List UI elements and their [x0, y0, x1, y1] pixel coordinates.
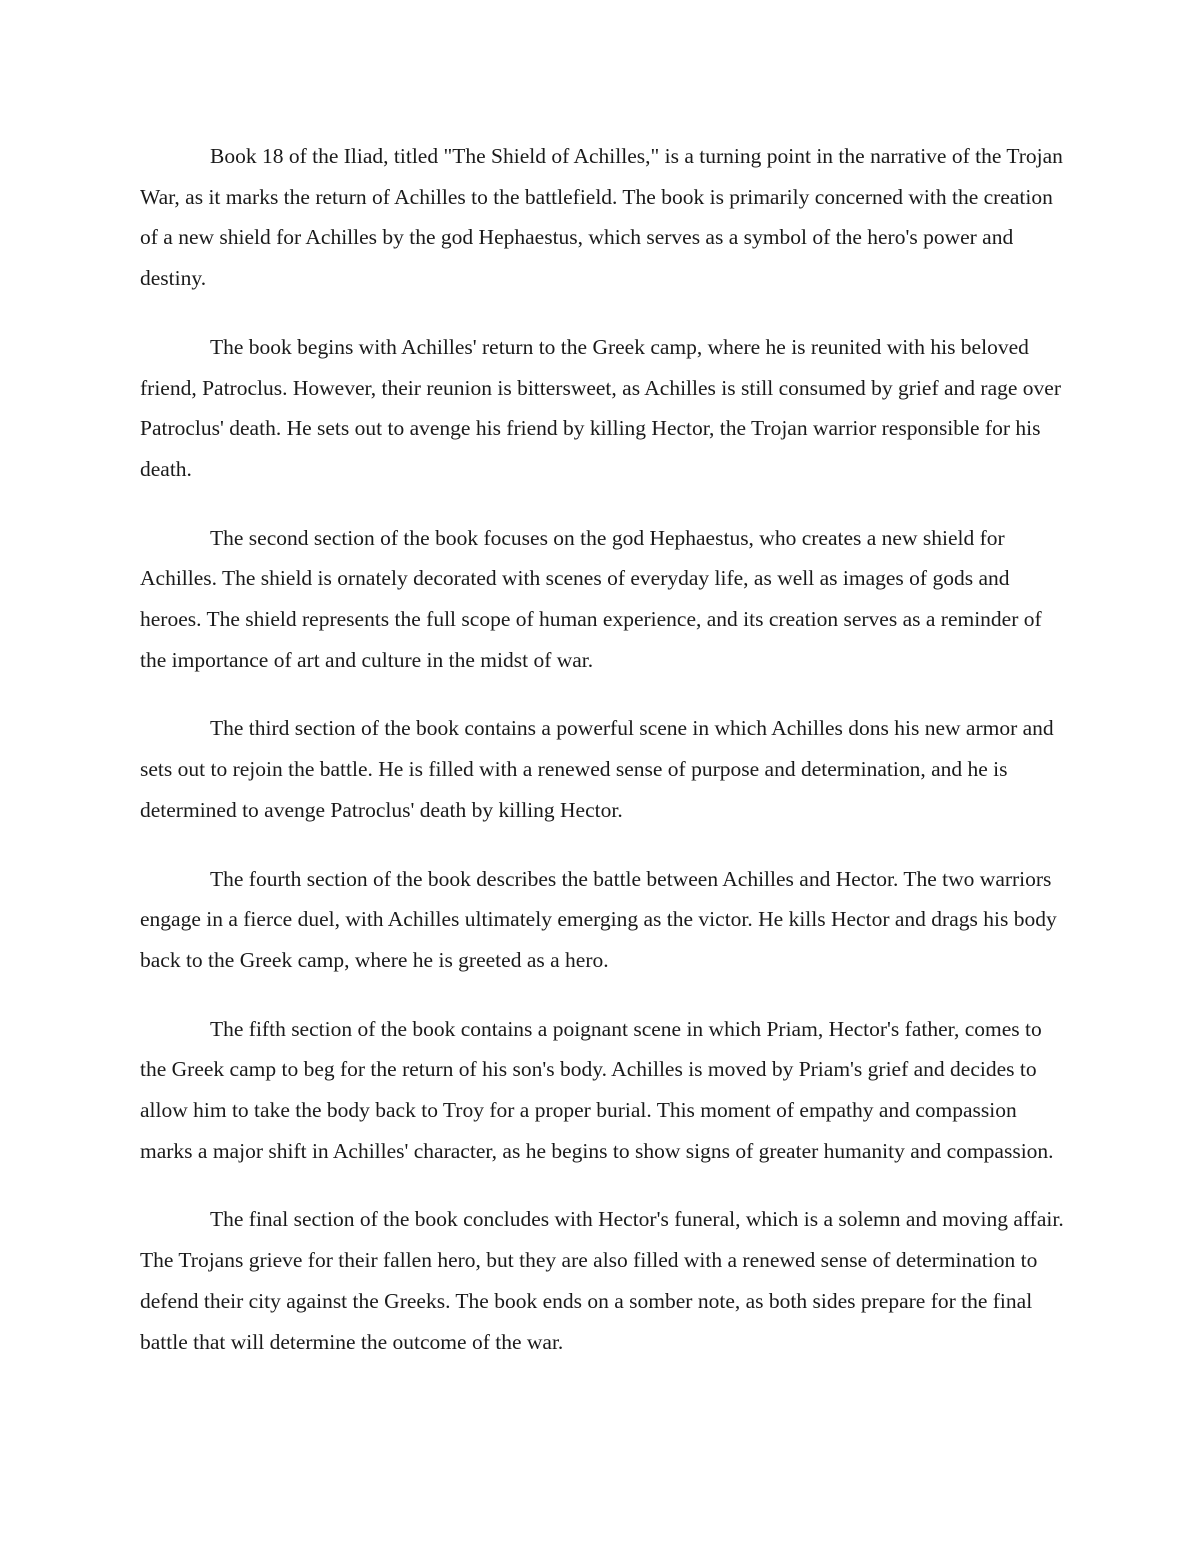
paragraph-fifth-section: The fifth section of the book contains a poignant scene in which Priam, Hector's father, comes to the Greek camp to beg for the return of his son's body. Achilles is moved by Priam's grief and decides to allow him to take the body back to Troy for a proper burial. This moment of empathy and compassion marks a major shift in Achilles' character, as he begins to show signs of greater humanity and compassion.: [140, 1016, 1054, 1163]
document-body: [140, 136, 1065, 1390]
paragraph-intro: Book 18 of the Iliad, titled "The Shield of Achilles," is a turning point in the narrative of the Trojan War, as it marks the return of Achilles to the battlefield. The book is primarily concerned with the creation of a new shield for Achilles by the god Hephaestus, which serves as a symbol of the hero's power and destiny.: [140, 144, 1063, 291]
paragraph-third-section: The third section of the book contains a powerful scene in which Achilles dons his new armor and sets out to rejoin the battle. He is filled with a renewed sense of purpose and determination, and he is determined to avenge Patroclus' death by killing Hector.: [140, 716, 1054, 822]
paragraph-fourth-section: The fourth section of the book describes the battle between Achilles and Hector. The two warriors engage in a fierce duel, with Achilles ultimately emerging as the victor. He kills Hector and drags his body back to the Greek camp, where he is greeted as a hero.: [140, 866, 1057, 972]
paragraph-return: The book begins with Achilles' return to the Greek camp, where he is reunited with his beloved friend, Patroclus. However, their reunion is bittersweet, as Achilles is still consumed by grief and rage over Patroclus' death. He sets out to avenge his friend by killing Hector, the Trojan warrior responsible for his death.: [140, 334, 1062, 481]
paragraph-final-section: The final section of the book concludes with Hector's funeral, which is a solemn and moving affair. The Trojans grieve for their fallen hero, but they are also filled with a renewed sense of determination to defend their city against the Greeks. The book ends on a somber note, as both sides prepare for the final battle that will determine the outcome of the war.: [140, 1207, 1064, 1354]
paragraph-second-section: The second section of the book focuses on the god Hephaestus, who creates a new shield for Achilles. The shield is ornately decorated with scenes of everyday life, as well as images of gods and heroes. The shield represents the full scope of human experience, and its creation serves as a reminder of the importance of art and culture in the midst of war.: [140, 525, 1042, 672]
